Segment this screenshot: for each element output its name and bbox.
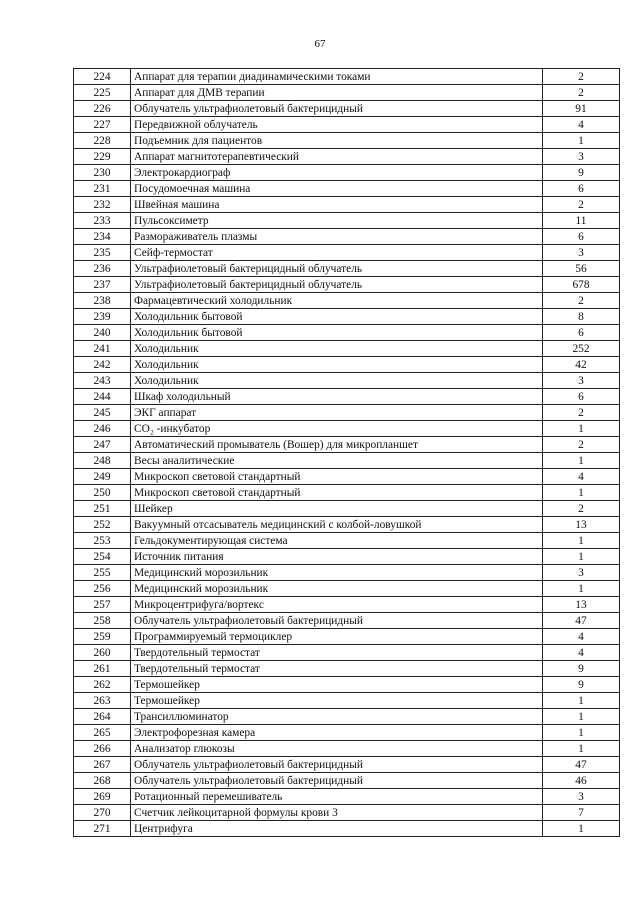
row-number-cell: 269 bbox=[74, 789, 131, 805]
quantity-cell: 3 bbox=[543, 245, 620, 261]
table-row bbox=[74, 661, 620, 677]
table-row bbox=[74, 165, 620, 181]
row-number-cell: 241 bbox=[74, 341, 131, 357]
table-row bbox=[74, 821, 620, 837]
table-row bbox=[74, 805, 620, 821]
quantity-cell: 678 bbox=[543, 277, 620, 293]
table-row bbox=[74, 533, 620, 549]
equipment-name-cell: Микроцентрифуга/вортекс bbox=[131, 597, 543, 613]
equipment-name-cell: Подъемник для пациентов bbox=[131, 133, 543, 149]
equipment-name-cell: Ультрафиолетовый бактерицидный облучатель bbox=[131, 277, 543, 293]
equipment-name-cell: Программируемый термоциклер bbox=[131, 629, 543, 645]
equipment-name-cell: Ультрафиолетовый бактерицидный облучатель bbox=[131, 261, 543, 277]
equipment-table-body bbox=[74, 69, 620, 837]
equipment-name-cell: Микроскоп световой стандартный bbox=[131, 469, 543, 485]
equipment-name-cell: Ротационный перемешиватель bbox=[131, 789, 543, 805]
table-row bbox=[74, 453, 620, 469]
quantity-cell: 1 bbox=[543, 421, 620, 437]
equipment-name-cell: Облучатель ультрафиолетовый бактерицидный bbox=[131, 101, 543, 117]
row-number-cell: 262 bbox=[74, 677, 131, 693]
table-row bbox=[74, 373, 620, 389]
row-number-cell: 270 bbox=[74, 805, 131, 821]
table-row bbox=[74, 357, 620, 373]
equipment-name-cell: Твердотельный термостат bbox=[131, 661, 543, 677]
quantity-cell: 1 bbox=[543, 709, 620, 725]
quantity-cell: 13 bbox=[543, 517, 620, 533]
quantity-cell: 4 bbox=[543, 645, 620, 661]
equipment-name-cell: Холодильник бытовой bbox=[131, 325, 543, 341]
row-number-cell: 229 bbox=[74, 149, 131, 165]
row-number-cell: 239 bbox=[74, 309, 131, 325]
equipment-name-cell: Вакуумный отсасыватель медицинский с колбой-ловушкой bbox=[131, 517, 543, 533]
equipment-name-cell: Центрифуга bbox=[131, 821, 543, 837]
quantity-cell: 47 bbox=[543, 613, 620, 629]
equipment-name-cell: Медицинский морозильник bbox=[131, 565, 543, 581]
row-number-cell: 249 bbox=[74, 469, 131, 485]
quantity-cell: 6 bbox=[543, 181, 620, 197]
row-number-cell: 253 bbox=[74, 533, 131, 549]
row-number-cell: 265 bbox=[74, 725, 131, 741]
quantity-cell: 9 bbox=[543, 165, 620, 181]
quantity-cell: 8 bbox=[543, 309, 620, 325]
row-number-cell: 267 bbox=[74, 757, 131, 773]
equipment-name-cell: Аппарат для терапии диадинамическими токами bbox=[131, 69, 543, 85]
table-row bbox=[74, 405, 620, 421]
row-number-cell: 225 bbox=[74, 85, 131, 101]
equipment-name-cell: Аппарат магнитотерапевтический bbox=[131, 149, 543, 165]
row-number-cell: 231 bbox=[74, 181, 131, 197]
equipment-name-cell: Аппарат для ДМВ терапии bbox=[131, 85, 543, 101]
table-row bbox=[74, 757, 620, 773]
quantity-cell: 13 bbox=[543, 597, 620, 613]
quantity-cell: 9 bbox=[543, 661, 620, 677]
table-row bbox=[74, 261, 620, 277]
quantity-cell: 42 bbox=[543, 357, 620, 373]
row-number-cell: 263 bbox=[74, 693, 131, 709]
equipment-table bbox=[73, 68, 620, 837]
table-row bbox=[74, 629, 620, 645]
table-row bbox=[74, 389, 620, 405]
table-row bbox=[74, 293, 620, 309]
row-number-cell: 271 bbox=[74, 821, 131, 837]
quantity-cell: 3 bbox=[543, 373, 620, 389]
equipment-name-cell: Шкаф холодильный bbox=[131, 389, 543, 405]
table-row bbox=[74, 245, 620, 261]
quantity-cell: 1 bbox=[543, 741, 620, 757]
equipment-name-cell: Автоматический промыватель (Вошер) для микропланшет bbox=[131, 437, 543, 453]
quantity-cell: 1 bbox=[543, 725, 620, 741]
table-row bbox=[74, 517, 620, 533]
equipment-name-cell: Передвижной облучатель bbox=[131, 117, 543, 133]
equipment-name-cell: Трансиллюминатор bbox=[131, 709, 543, 725]
table-row bbox=[74, 213, 620, 229]
table-row bbox=[74, 709, 620, 725]
quantity-cell: 4 bbox=[543, 117, 620, 133]
row-number-cell: 226 bbox=[74, 101, 131, 117]
quantity-cell: 47 bbox=[543, 757, 620, 773]
quantity-cell: 9 bbox=[543, 677, 620, 693]
row-number-cell: 240 bbox=[74, 325, 131, 341]
table-row bbox=[74, 325, 620, 341]
equipment-name-cell: Твердотельный термостат bbox=[131, 645, 543, 661]
quantity-cell: 56 bbox=[543, 261, 620, 277]
equipment-name-cell: Сейф-термостат bbox=[131, 245, 543, 261]
table-row bbox=[74, 789, 620, 805]
row-number-cell: 230 bbox=[74, 165, 131, 181]
equipment-name-cell: Медицинский морозильник bbox=[131, 581, 543, 597]
quantity-cell: 6 bbox=[543, 325, 620, 341]
table-row bbox=[74, 693, 620, 709]
row-number-cell: 245 bbox=[74, 405, 131, 421]
table-row bbox=[74, 773, 620, 789]
table-row bbox=[74, 485, 620, 501]
table-row bbox=[74, 85, 620, 101]
row-number-cell: 256 bbox=[74, 581, 131, 597]
quantity-cell: 2 bbox=[543, 69, 620, 85]
quantity-cell: 91 bbox=[543, 101, 620, 117]
row-number-cell: 252 bbox=[74, 517, 131, 533]
row-number-cell: 244 bbox=[74, 389, 131, 405]
table-row bbox=[74, 277, 620, 293]
table-row bbox=[74, 437, 620, 453]
row-number-cell: 243 bbox=[74, 373, 131, 389]
table-row bbox=[74, 565, 620, 581]
table-row bbox=[74, 229, 620, 245]
table-row bbox=[74, 645, 620, 661]
equipment-name-cell: Пульсоксиметр bbox=[131, 213, 543, 229]
quantity-cell: 2 bbox=[543, 85, 620, 101]
quantity-cell: 2 bbox=[543, 437, 620, 453]
table-row bbox=[74, 101, 620, 117]
equipment-name-cell: CO₂ -инкубатор bbox=[131, 421, 543, 437]
equipment-name-cell: Посудомоечная машина bbox=[131, 181, 543, 197]
equipment-name-cell: Микроскоп световой стандартный bbox=[131, 485, 543, 501]
equipment-name-cell: Облучатель ультрафиолетовый бактерицидный bbox=[131, 613, 543, 629]
row-number-cell: 251 bbox=[74, 501, 131, 517]
table-row bbox=[74, 149, 620, 165]
row-number-cell: 258 bbox=[74, 613, 131, 629]
table-row bbox=[74, 309, 620, 325]
equipment-name-cell: Швейная машина bbox=[131, 197, 543, 213]
quantity-cell: 252 bbox=[543, 341, 620, 357]
table-row bbox=[74, 197, 620, 213]
table-row bbox=[74, 549, 620, 565]
equipment-name-cell: Холодильник бытовой bbox=[131, 309, 543, 325]
equipment-name-cell: Облучатель ультрафиолетовый бактерицидный bbox=[131, 773, 543, 789]
table-row bbox=[74, 725, 620, 741]
row-number-cell: 228 bbox=[74, 133, 131, 149]
row-number-cell: 259 bbox=[74, 629, 131, 645]
row-number-cell: 233 bbox=[74, 213, 131, 229]
table-row bbox=[74, 69, 620, 85]
quantity-cell: 6 bbox=[543, 229, 620, 245]
table-row bbox=[74, 133, 620, 149]
row-number-cell: 260 bbox=[74, 645, 131, 661]
quantity-cell: 1 bbox=[543, 549, 620, 565]
page-number: 67 bbox=[314, 38, 326, 50]
row-number-cell: 227 bbox=[74, 117, 131, 133]
row-number-cell: 268 bbox=[74, 773, 131, 789]
row-number-cell: 257 bbox=[74, 597, 131, 613]
row-number-cell: 236 bbox=[74, 261, 131, 277]
row-number-cell: 247 bbox=[74, 437, 131, 453]
equipment-name-cell: Холодильник bbox=[131, 373, 543, 389]
table-row bbox=[74, 741, 620, 757]
quantity-cell: 7 bbox=[543, 805, 620, 821]
quantity-cell: 11 bbox=[543, 213, 620, 229]
equipment-name-cell: Электрофорезная камера bbox=[131, 725, 543, 741]
equipment-name-cell: Термошейкер bbox=[131, 693, 543, 709]
quantity-cell: 2 bbox=[543, 501, 620, 517]
quantity-cell: 1 bbox=[543, 821, 620, 837]
row-number-cell: 264 bbox=[74, 709, 131, 725]
table-row bbox=[74, 613, 620, 629]
row-number-cell: 246 bbox=[74, 421, 131, 437]
equipment-name-cell: Электрокардиограф bbox=[131, 165, 543, 181]
equipment-name-cell: Шейкер bbox=[131, 501, 543, 517]
quantity-cell: 3 bbox=[543, 789, 620, 805]
equipment-name-cell: Холодильник bbox=[131, 341, 543, 357]
quantity-cell: 2 bbox=[543, 293, 620, 309]
row-number-cell: 238 bbox=[74, 293, 131, 309]
quantity-cell: 1 bbox=[543, 693, 620, 709]
table-row bbox=[74, 181, 620, 197]
table-row bbox=[74, 341, 620, 357]
table-row bbox=[74, 501, 620, 517]
quantity-cell: 6 bbox=[543, 389, 620, 405]
equipment-name-cell: ЭКГ аппарат bbox=[131, 405, 543, 421]
row-number-cell: 255 bbox=[74, 565, 131, 581]
row-number-cell: 232 bbox=[74, 197, 131, 213]
table-row bbox=[74, 469, 620, 485]
quantity-cell: 3 bbox=[543, 565, 620, 581]
quantity-cell: 1 bbox=[543, 485, 620, 501]
table-row bbox=[74, 581, 620, 597]
quantity-cell: 1 bbox=[543, 453, 620, 469]
quantity-cell: 3 bbox=[543, 149, 620, 165]
table-row bbox=[74, 117, 620, 133]
row-number-cell: 261 bbox=[74, 661, 131, 677]
equipment-name-cell: Термошейкер bbox=[131, 677, 543, 693]
table-row bbox=[74, 677, 620, 693]
quantity-cell: 1 bbox=[543, 581, 620, 597]
equipment-name-cell: Облучатель ультрафиолетовый бактерицидный bbox=[131, 757, 543, 773]
row-number-cell: 234 bbox=[74, 229, 131, 245]
table-row bbox=[74, 597, 620, 613]
row-number-cell: 248 bbox=[74, 453, 131, 469]
quantity-cell: 2 bbox=[543, 405, 620, 421]
equipment-name-cell: Источник питания bbox=[131, 549, 543, 565]
row-number-cell: 235 bbox=[74, 245, 131, 261]
row-number-cell: 237 bbox=[74, 277, 131, 293]
quantity-cell: 2 bbox=[543, 197, 620, 213]
quantity-cell: 4 bbox=[543, 629, 620, 645]
row-number-cell: 254 bbox=[74, 549, 131, 565]
quantity-cell: 46 bbox=[543, 773, 620, 789]
quantity-cell: 1 bbox=[543, 133, 620, 149]
row-number-cell: 242 bbox=[74, 357, 131, 373]
table-row bbox=[74, 421, 620, 437]
equipment-name-cell: Анализатор глюкозы bbox=[131, 741, 543, 757]
equipment-name-cell: Фармацевтический холодильник bbox=[131, 293, 543, 309]
row-number-cell: 224 bbox=[74, 69, 131, 85]
quantity-cell: 4 bbox=[543, 469, 620, 485]
row-number-cell: 250 bbox=[74, 485, 131, 501]
equipment-name-cell: Холодильник bbox=[131, 357, 543, 373]
equipment-name-cell: Весы аналитические bbox=[131, 453, 543, 469]
row-number-cell: 266 bbox=[74, 741, 131, 757]
equipment-name-cell: Гельдокументирующая система bbox=[131, 533, 543, 549]
equipment-name-cell: Размораживатель плазмы bbox=[131, 229, 543, 245]
equipment-name-cell: Счетчик лейкоцитарной формулы крови 3 bbox=[131, 805, 543, 821]
quantity-cell: 1 bbox=[543, 533, 620, 549]
